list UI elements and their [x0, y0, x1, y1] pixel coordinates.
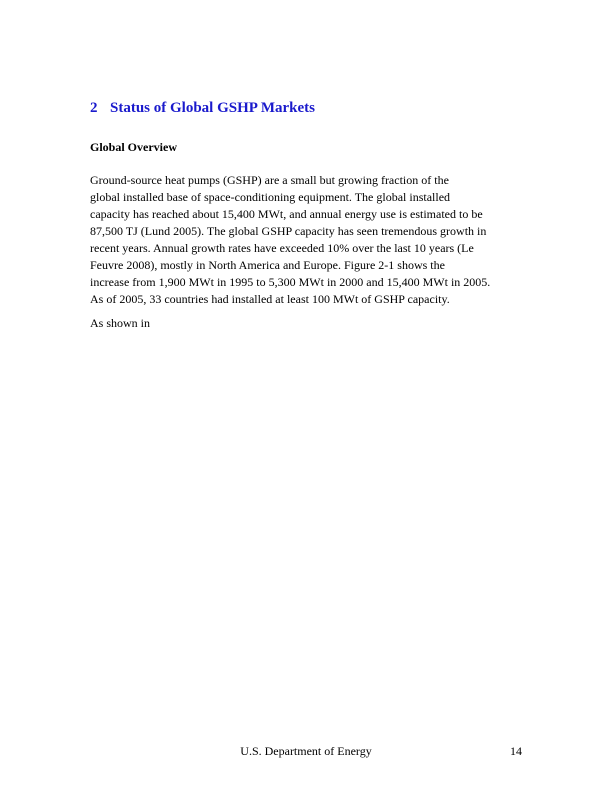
paragraph-line: recent years. Annual growth rates have exceeded 10% over the last 10 years (Le — [90, 241, 474, 255]
footer-page-number: 14 — [510, 744, 522, 758]
body-paragraph-2: As shown in — [90, 316, 151, 330]
paragraph-line: As of 2005, 33 countries had installed at least 100 MWt of GSHP capacity. — [90, 292, 450, 306]
paragraph-line: global installed base of space-conditioning equipment. The global installed — [90, 190, 451, 204]
footer-organization: U.S. Department of Energy — [240, 744, 372, 758]
paragraph-line: Feuvre 2008), mostly in North America and Europe. Figure 2-1 shows the — [90, 258, 445, 272]
paragraph-line: 87,500 TJ (Lund 2005). The global GSHP capacity has seen tremendous growth in — [90, 224, 487, 238]
paragraph-line: increase from 1,900 MWt in 1995 to 5,300 MWt in 2000 and 15,400 MWt in 2005. — [90, 275, 491, 289]
body-paragraph — [90, 172, 530, 308]
paragraph-line: capacity has reached about 15,400 MWt, and annual energy use is estimated to be — [90, 207, 483, 221]
subheading: Global Overview — [90, 140, 177, 154]
section-heading — [90, 100, 315, 117]
paragraph-line: Ground-source heat pumps (GSHP) are a small but growing fraction of the — [90, 173, 449, 187]
section-number: 2 — [90, 100, 98, 116]
section-title: Status of Global GSHP Markets — [110, 100, 316, 116]
